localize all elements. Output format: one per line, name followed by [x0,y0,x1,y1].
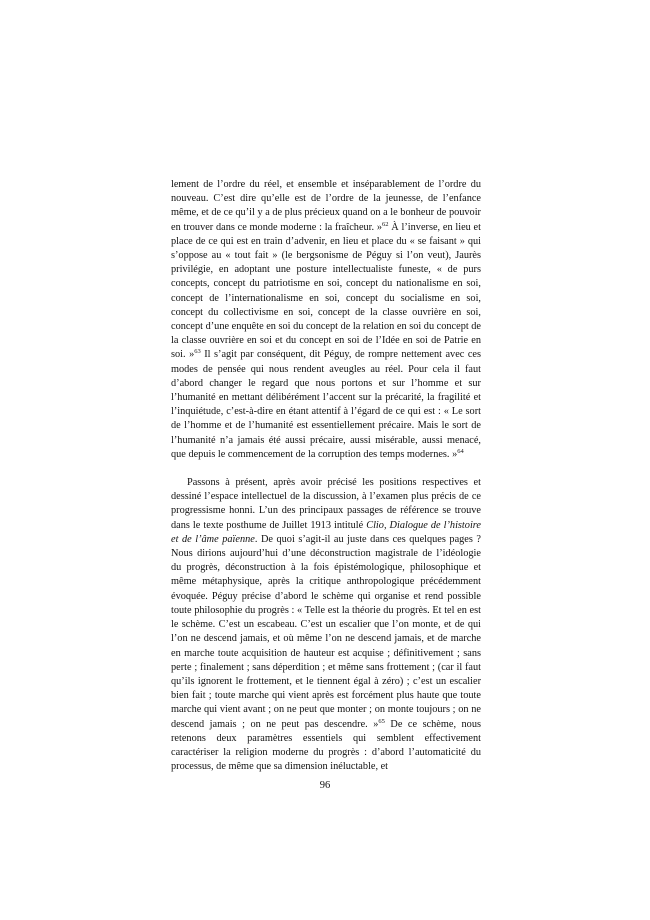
text-run: Passons à présent, après avoir précisé les positions respectives et dessiné l’espace intellectuel de la discussion, à l’examen plus précis de ce progressisme honni. L’un des principaux passages de référence se trouve dans le texte posthume de Juillet 1913 intitulé [171,477,481,531]
footnote-marker: 64 [457,447,464,455]
text-run: À l’inverse, en lieu et place de ce qui est en train d’advenir, en lieu et place du « se faisant » qui s’oppose au « tout fait » (le bergsonisme de Péguy si l’on veut), Jaurès privilégie, en adoptant une posture intellectualiste funeste, « de purs concepts, concept du patriotisme en soi, concept du nationalisme en soi, concept de l’internationalisme en soi, concept du socialisme en soi, concept du collectivisme en soi, concept de la classe ouvrière en soi, concept d’une enquête en soi du concept de la relation en soi du concept de la classe ouvrière en soi et du concept en soi de l’Idée en soi de Patrie en soi. » [171,221,481,361]
text-run: lement de l’ordre du réel, et ensemble et inséparablement de l’ordre du nouveau. C’est dire qu’elle est de l’ordre de la jeunesse, de l’enfance même, et de ce qu’il y a de plus précieux quand on a le bonheur de pouvoir en trouver dans ce monde moderne : la fraîcheur. » [171,179,481,233]
paragraph-1 [171,178,481,462]
text-run: De ce schème, nous retenons deux paramètres essentiels qui semblent effectivement caractériser la religion moderne du progrès : d’abord l’automaticité du processus, de même que sa dimension inéluctable, et [171,718,481,773]
text-run: . De quoi s’agit-il au juste dans ces quelques pages ? Nous dirions aujourd’hui d’une déconstruction magistrale de l’idéologie du progrès, déconstruction à la fois épistémologique, philosophique et même métaphysique, après la critique anthropologique précédemment évoquée. Péguy précise d’abord le schème qui organise et rend possible toute philosophie du progrès : « Telle est la théorie du progrès. Et tel en est le schème. C’est un escabeau. C’est un escalier que l’on monte, et de qui l’on ne descend jamais, et où même l’on ne descend jamais, et de marche en marche toute acquisition de hauteur est acquise ; définitivement ; sans perte ; finalement ; sans déperdition ; et même sans frottement ; (car il faut qu’ils ignorent le frottement, et le tiennent égal à zéro) ; c’est un escalier bien fait ; toute marche qui vient après est forcément plus haute que toute marche qui vient avant ; on ne peut que monter ; on monte toujours ; on ne descend jamais ; on ne peut pas descendre. » [171,533,481,730]
footnote-marker: 65 [378,717,385,725]
text-run: Il s’agit par conséquent, dit Péguy, de rompre nettement avec ces modes de pensée qui nous rendent aveugles au réel. Pour cela il faut d’abord changer le regard que nous portons et sur l’homme et sur l’humanité en mettant délibérément l’accent sur la précarité, la fragilité et l’inquiétude, c’est-à-dire en étant attentif à l’égard de ce qui est : « Le sort de l’homme et de l’humanité est essentiellement précaire. Mais le sort de l’humanité n’a jamais été aussi précaire, aussi misérable, aussi menacé, que depuis le commencement de la corruption des temps modernes. » [171,349,481,460]
footnote-marker: 63 [194,348,201,356]
body-text [171,178,481,774]
paragraph-2 [171,476,481,774]
book-title: Clio, Dialogue de l’histoire et de l’âme païenne [171,519,481,545]
page-number: 96 [319,780,331,791]
footnote-marker: 62 [382,220,389,228]
